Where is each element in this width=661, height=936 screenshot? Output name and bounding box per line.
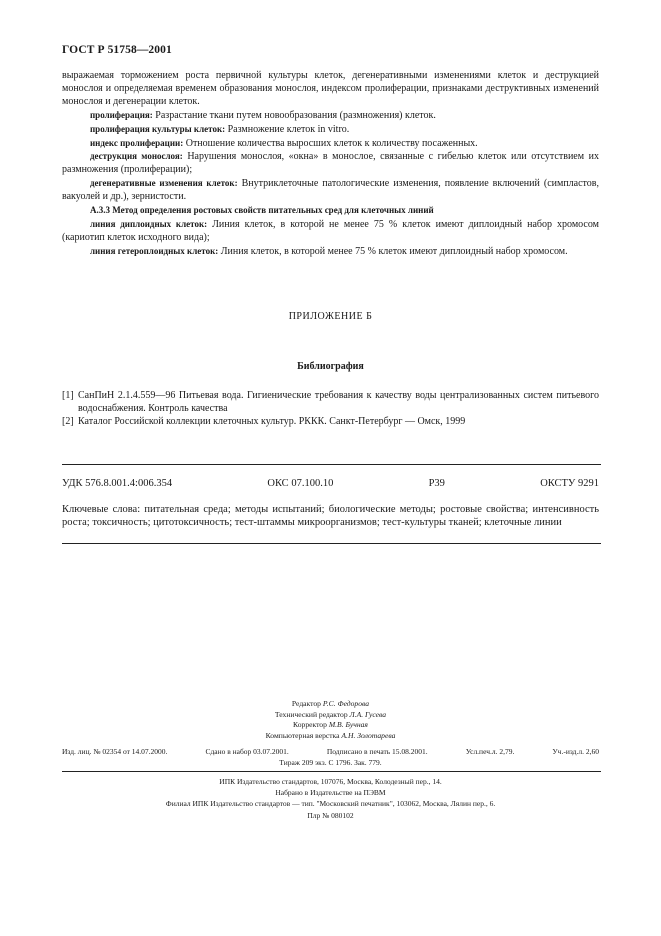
publisher-line: ИПК Издательство стандартов, 107076, Москва, Колодезный пер., 14. xyxy=(219,777,442,786)
definition-item xyxy=(62,150,599,177)
definition-item xyxy=(62,109,599,123)
section-heading: А.3.3 Метод определения ростовых свойств питательных сред для клеточных линий xyxy=(90,205,434,216)
classification-row xyxy=(62,478,599,489)
imprint-line: Изд. лиц. № 02354 от 14.07.2000. Сдано в набор 03.07.2001. Подписано в печать 15.08.2001. Усл.печ.л. 2,79. Уч.-изд.л. 2,60 xyxy=(62,747,599,756)
divider-publisher xyxy=(62,771,601,772)
credits-block xyxy=(0,699,661,741)
definition-item xyxy=(62,177,599,204)
definition-text: Внутриклеточные патологические изменения, появление включений (симпластов, вакуолей и др.), зернистости. xyxy=(62,178,599,203)
credit-line: Компьютерная верстка А.Н. Золотарева xyxy=(265,730,396,740)
publisher-line: Филиал ИПК Издательство стандартов — тип. "Московский печатник", 103062, Москва, Лялин пер., 6. xyxy=(165,799,496,809)
udk-code: УДК 576.8.001.4:006.354 xyxy=(62,478,173,489)
credit-line: Технический редактор Л.А. Гусева xyxy=(274,709,387,719)
definition-item xyxy=(62,123,599,137)
imprint-run-line: Тираж 209 экз. С 1796. Зак. 779. xyxy=(279,757,382,767)
definition-item xyxy=(62,137,599,151)
definition-text: Линия клеток, в которой менее 75 % клеток имеют диплоидный набор хромосом. xyxy=(218,245,568,257)
definition-text: Отношение количества выросших клеток к количеству посаженных. xyxy=(183,137,478,149)
group-code: Р39 xyxy=(428,478,445,489)
appendix-title: ПРИЛОЖЕНИЕ Б xyxy=(288,311,373,322)
credit-line: Корректор М.В. Бучная xyxy=(293,720,368,730)
definition-item xyxy=(62,245,599,259)
intro-paragraph: выражаемая торможением роста первичной культуры клеток, дегенеративными изменениями клеток и деструкцией монослоя и определяемая временем образования монослоя, индексом пролиферации, признаками деструктивных изменений монослоя и дегенерации клеток. xyxy=(62,70,599,107)
bibliography-item xyxy=(62,415,599,428)
definition-text: Нарушения монослоя, «окна» в монослое, связанные с гибелью клеток или отсутствием их размножения (пролиферации); xyxy=(62,151,599,176)
definition-term: деструкция монослоя: xyxy=(90,151,183,162)
standard-code-header: ГОСТ Р 51758—2001 xyxy=(62,44,172,56)
definition-term: пролиферация культуры клеток: xyxy=(90,123,226,134)
okstu-code: ОКСТУ 9291 xyxy=(540,478,599,489)
bibliography-text: Каталог Российской коллекции клеточных культур. РККК. Санкт-Петербург — Омск, 1999 xyxy=(78,416,466,427)
publisher-block xyxy=(62,776,599,821)
definition-text: Разрастание ткани путем новообразования (размножения) клеток. xyxy=(152,109,436,121)
definition-term: линия диплоидных клеток: xyxy=(90,218,208,229)
definition-term: пролиферация: xyxy=(90,109,153,120)
definition-term: линия гетероплоидных клеток: xyxy=(90,245,219,256)
publisher-line: Набрано в Издательстве на ПЭВМ xyxy=(275,788,386,798)
bibliography-number: [2] xyxy=(62,416,74,427)
oks-code: ОКС 07.100.10 xyxy=(267,478,334,489)
bibliography-number: [1] xyxy=(62,390,74,401)
bibliography-text: СанПиН 2.1.4.559—96 Питьевая вода. Гигиенические требования к качеству воды централизованных систем питьевого водоснабжения. Контроль качества xyxy=(78,390,599,414)
imprint-block xyxy=(62,747,599,768)
definitions-block xyxy=(62,70,599,259)
keywords-paragraph: Ключевые слова: питательная среда; методы испытаний; биологические методы; ростовые свойства; интенсивность роста; токсичность; цитотоксичность; тест-штаммы микроорганизмов; тест-культуры тканей; клеточные линии xyxy=(62,504,599,529)
bibliography-title: Библиография xyxy=(297,361,364,372)
divider-top xyxy=(62,464,601,465)
definition-text: Размножение клеток in vitro. xyxy=(225,123,350,135)
definition-item xyxy=(62,218,599,245)
definition-term: индекс пролиферации: xyxy=(90,137,184,148)
bibliography-list xyxy=(62,389,599,428)
definition-term: дегенеративные изменения клеток: xyxy=(90,178,238,189)
credit-line: Редактор Р.С. Федорова xyxy=(291,699,370,708)
publisher-line: Плр № 080102 xyxy=(307,810,354,820)
bibliography-item xyxy=(62,389,599,415)
definition-text: Линия клеток, в которой не менее 75 % клеток имеют диплоидный набор хромосом (кариотип клеток исходного вида); xyxy=(62,218,599,243)
divider-keywords xyxy=(62,543,601,544)
